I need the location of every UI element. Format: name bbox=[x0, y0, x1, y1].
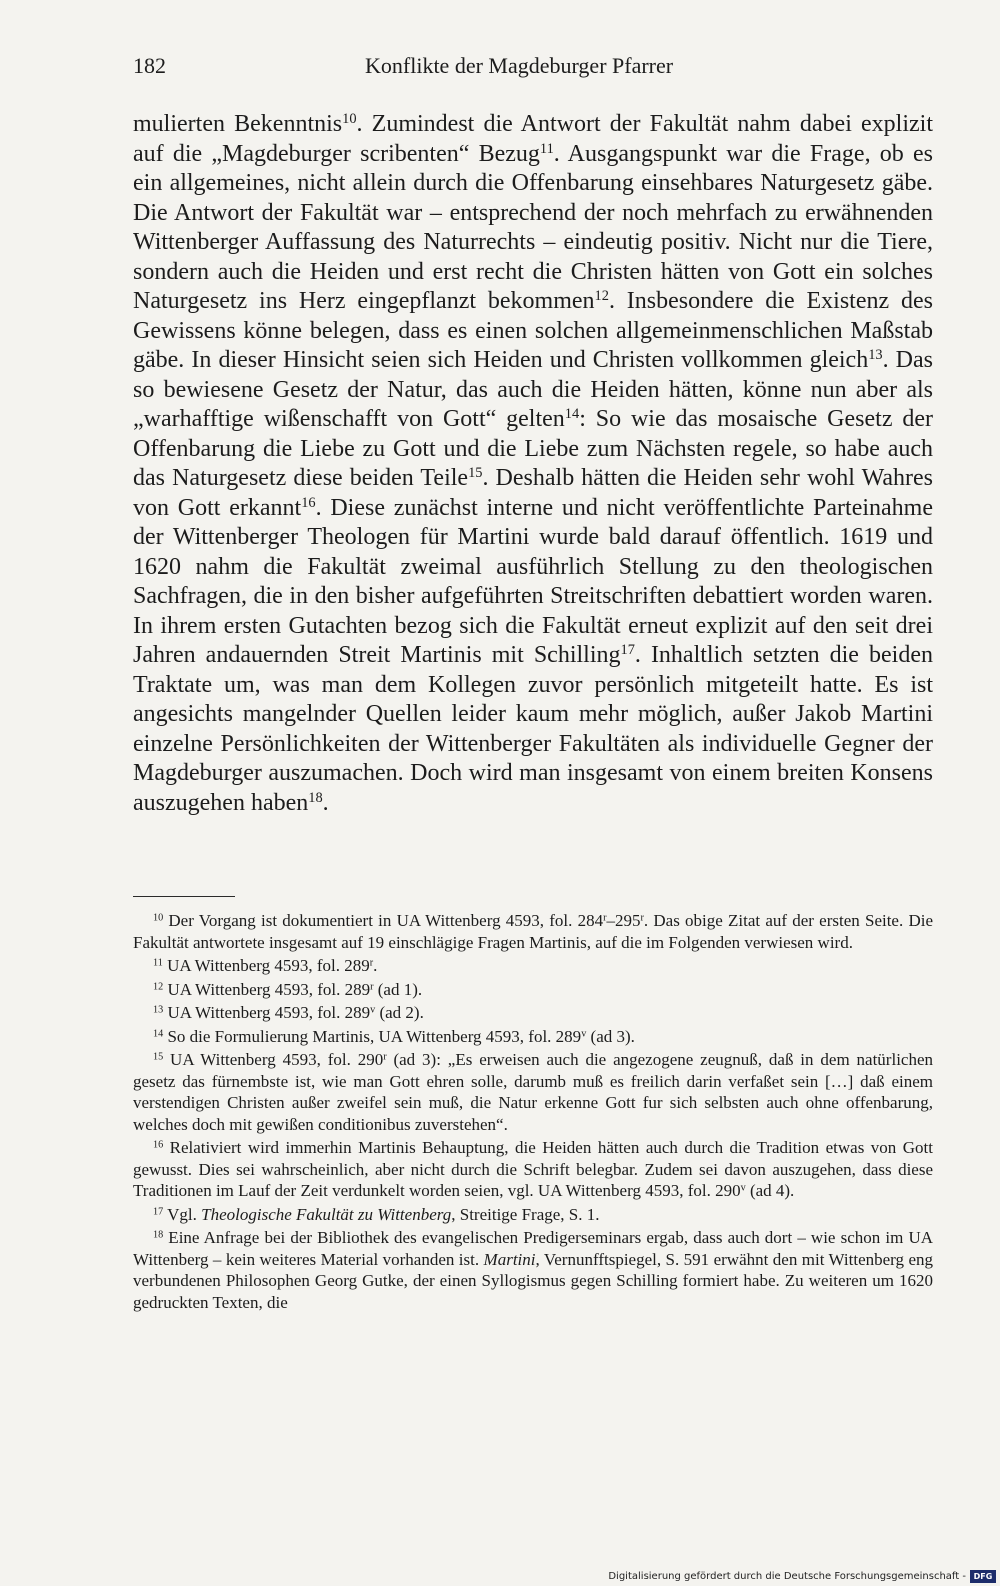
footnote: $^{11}$ UA Wittenberg 4593, fol. 289$^r$. bbox=[153, 956, 378, 975]
footnote: $^{16}$ Relativiert wird immerhin Martinis Behauptung, die Heiden hätten auch durch die Tradition etwas von Gott gewusst. Dies sei wahrscheinlich, aber nicht durch die Schrift belegbar. Zudem sei davon auszugehen, dass diese Traditionen im Lauf der Zeit verdunkelt worden seien, vgl. UA Wittenberg 4593, fol. 290$^v$ (ad 4). bbox=[133, 1138, 933, 1200]
main-text bbox=[133, 110, 933, 818]
funding-note: Digitalisierung gefördert durch die Deutsche Forschungsgemeinschaft - bbox=[608, 1570, 966, 1582]
footnotes bbox=[133, 910, 933, 1315]
footnote: $^{14}$ So die Formulierung Martinis, UA Wittenberg 4593, fol. 289$^v$ (ad 3). bbox=[153, 1026, 635, 1046]
running-title: Konflikte der Magdeburger Pfarrer bbox=[365, 53, 674, 78]
digitization-footer bbox=[608, 1568, 996, 1584]
dfg-logo: DFG bbox=[970, 1570, 996, 1583]
footnote: $^{18}$ Eine Anfrage bei der Bibliothek des evangelischen Predigerseminars ergab, dass auch dort – wie schon im UA Wittenberg – kein weiteres Material vorhanden ist. Martini, Vernunfftspiegel, S. 591 erwähnt den mit Wittenberg eng verbundenen Philosophen Georg Gutke, der einen Syllogismus gegen Schilling formiert habe. Zu weiteren um 1620 gedruckten Texten, die bbox=[133, 1228, 934, 1312]
body-paragraph: mulierten Bekenntnis$^{10}$. Zumindest die Antwort der Fakultät nahm dabei explizit auf die „Magdeburger scribenten“ Bezug$^{11}$. Ausgangspunkt war die Frage, ob es ein allgemeines, nicht allein durch die Offenbarung einsehbares Naturgesetz gäbe. Die Antwort der Fakultät war – entsprechend der noch mehrfach zu erwähnenden Wittenberger Auffassung des Naturrechts – eindeutig positiv. Nicht nur die Tiere, sondern auch die Heiden und erst recht die Christen hätten von Gott ein solches Naturgesetz ins Herz eingepflanzt bekommen$^{12}$. Insbesondere die Existenz des Gewissens könne belegen, dass es einen solchen allgemeinmenschlichen Maßstab gäbe. In dieser Hinsicht seien sich Heiden und Christen vollkommen gleich$^{13}$. Das so bewiesene Gesetz der Natur, das auch die Heiden hätten, könne nun aber als „warhafftige wißenschafft von Gott“ gelten$^{14}$: So wie das mosaische Gesetz der Offenbarung die Liebe zu Gott und die Liebe zum Nächsten regele, so habe auch das Naturgesetz diese beiden Teile$^{15}$. Deshalb hätten die Heiden sehr wohl Wahres von Gott erkannt$^{16}$. Diese zunächst interne und nicht veröffentlichte Parteinahme der Wittenberger Theologen für Martini wurde bald darauf öffentlich. 1619 und 1620 nahm die Fakultät zweimal ausführlich Stellung zu den theologischen Sachfragen, die in den bisher aufgeführten Streitschriften debattiert worden waren. In ihrem ersten Gutachten bezog sich die Fakultät erneut explizit auf den seit drei Jahren andauernden Streit Martinis mit Schilling$^{17}$. Inhaltlich setzten die beiden Traktate um, was man dem Kollegen zuvor persönlich mitgeteilt hatte. Es ist angesichts mangelnder Quellen leider kaum mehr möglich, außer Jakob Martini einzelne Persönlichkeiten der Wittenberger Fakultäten als individuelle Gegner der Magdeburger auszumachen. Doch wird man insgesamt von einem breiten Konsens auszugehen haben$^{18}$. bbox=[133, 111, 934, 816]
footnote: $^{13}$ UA Wittenberg 4593, fol. 289$^v$ (ad 2). bbox=[153, 1003, 424, 1022]
footnote: $^{15}$ UA Wittenberg 4593, fol. 290$^r$ (ad 3): „Es erweisen auch die angezogene zeugnuß, daß in dem natürlichen gesetz das fürnembste ist, wie man Gott ehren solle, darumb muß es freilich darin verfaßet sein […] daß einem verstendigen Christen außer zweifel sein muß, die Natur erkenne Gott fur sich selbsten auch ohne offenbarung, welches doch mit gewißen conditionibus zuverstehen“. bbox=[133, 1050, 934, 1134]
footnote-rule bbox=[133, 896, 235, 897]
page-number: 182 bbox=[133, 53, 166, 78]
footnote: $^{17}$ Vgl. Theologische Fakultät zu Wittenberg, Streitige Frage, S. 1. bbox=[153, 1204, 600, 1224]
footnote: $^{12}$ UA Wittenberg 4593, fol. 289$^r$ (ad 1). bbox=[153, 979, 423, 999]
footnote: $^{10}$ Der Vorgang ist dokumentiert in UA Wittenberg 4593, fol. 284$^r$–295$^r$. Das obige Zitat auf der ersten Seite. Die Fakultät antwortete insgesamt auf 19 einschlägige Fragen Martinis, auf die im Folgenden verwiesen wird. bbox=[133, 911, 933, 952]
